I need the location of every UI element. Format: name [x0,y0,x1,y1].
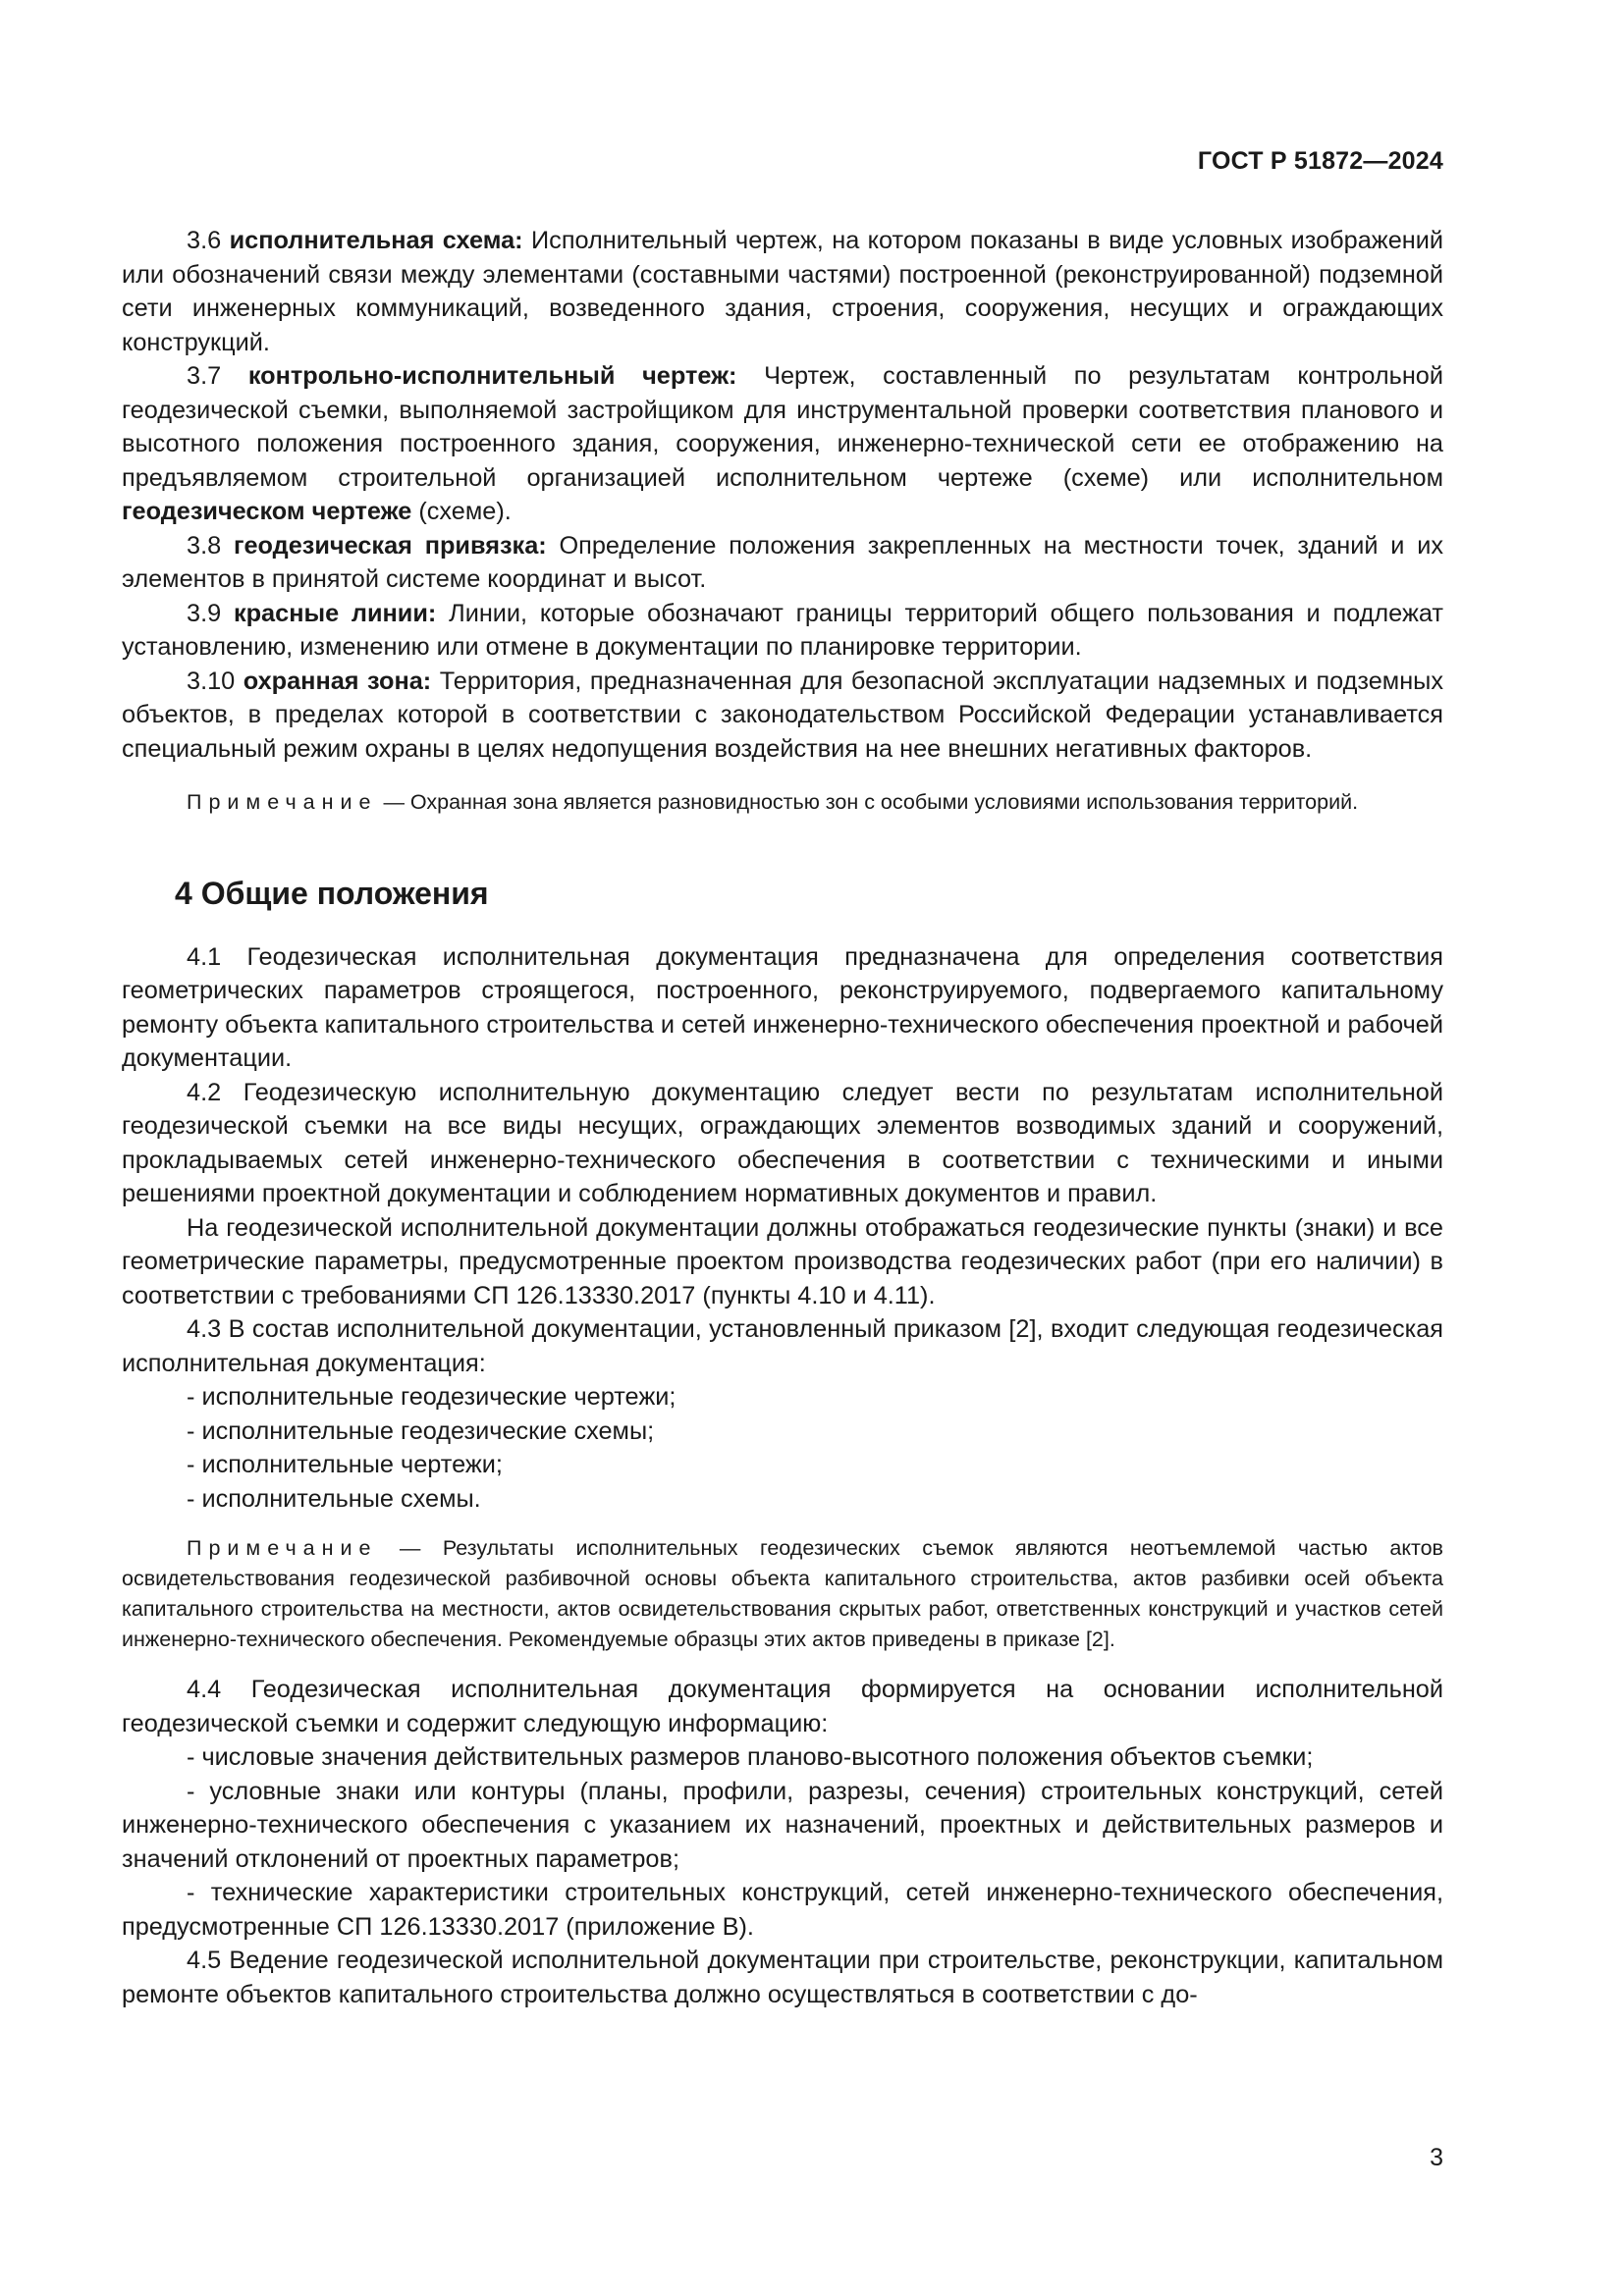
term: красные линии: [233,599,437,627]
list-item: - исполнительные геодезические схемы; [187,1416,655,1445]
note-text: — Охранная зона является разновидностью зон с особыми условиями использования территорий. [383,790,1359,814]
definition: Территория, предназначенная для безопасной эксплуатации надземных и подземных объектов, в пределах которой в соответствии с законодательством Российской Федерации устанавливается специальный режим охраны в целях недопущения воздействия на нее внешних негативных факторов. [122,667,1444,763]
term: охранная зона: [243,667,432,695]
clause-3-10 [122,665,1443,767]
clause-number: 3.6 [187,227,222,254]
clause-number: 3.10 [187,667,236,695]
clause-number: 3.9 [187,599,222,627]
list-item: - условные знаки или контуры (планы, профили, разрезы, сечения) строительных конструкций, сетей инженерно-технического обеспечения с указанием их назначений, проектных и действительных размеров и значений отклонений от проектных параметров; [122,1777,1443,1873]
clause-4-4: 4.4 Геодезическая исполнительная документация формируется на основании исполнительной геодезической съемки и содержит следующую информацию: [122,1676,1443,1737]
term: геодезическая привязка: [233,531,547,560]
clause-3-6 [122,224,1443,359]
note-label: Примечание [187,790,378,814]
list-item: - исполнительные чертежи; [187,1451,503,1478]
document-header: ГОСТ Р 51872—2024 [1197,147,1443,175]
section-title: 4 Общие положения [175,876,489,911]
clause-4-3: 4.3 В состав исполнительной документации, установленный приказом [2], входит следующая геодезическая исполнительная документация: [122,1315,1443,1377]
list-item: - исполнительные схемы. [187,1484,481,1513]
note-results [122,1533,1443,1655]
definition: Линии, которые обозначают границы территорий общего пользования и подлежат установлению, изменению или отмене в документации по планировке территории. [122,599,1443,661]
clause-number: 3.7 [187,362,222,390]
clause-4-5: 4.5 Ведение геодезической исполнительной документации при строительстве, реконструкции, капитальном ремонте объектов капитального строительства должно осуществляться в соответствии с до- [122,1947,1443,2008]
list-item: - исполнительные геодезические чертежи; [187,1383,677,1411]
definition: Чертеж, составленный по результатам контрольной геодезической съемки, выполняемой застройщиком для инструментальной проверки соответствия планового и высотного положения построенного здания, сооружения, инженерно-технической сети ее отображению на предъявляемом строительной организацией исполнительном чертеже (схеме) или исполнительном [122,362,1444,492]
clause-4-2-continued: На геодезической исполнительной документации должны отображаться геодезические пункты (знаки) и все геометрические параметры, предусмотренные проектом производства геодезических работ (при его наличии) в соответствии с требованиями СП 126.13330.2017 (пункты 4.10 и 4.11). [122,1213,1443,1309]
term: геодезическом чертеже [122,498,412,525]
page-number: 3 [1430,2144,1443,2171]
page-content [122,224,1443,2011]
note-security-zone [122,787,1443,818]
clause-3-9 [122,597,1443,665]
note-text: — Результаты исполнительных геодезических съемок являются неотъемлемой частью актов освидетельствования геодезической разбивочной основы объекта капитального строительства, актов разбивки осей объекта капитального строительства на местности, актов освидетельствования скрытых работ, ответственных конструкций и участков сетей инженерно-технического обеспечения. Рекомендуемые образцы этих актов приведены в приказе [2]. [122,1536,1443,1651]
clause-4-2: 4.2 Геодезическую исполнительную документацию следует вести по результатам исполнительной геодезической съемки на все виды несущих, ограждающих элементов возводимых зданий и сооружений, прокладываемых сетей инженерно-технического обеспечения в соответствии с техническими и иными решениями проектной документации и соблюдением нормативных документов и правил. [122,1078,1443,1207]
definition-end: (схеме). [418,498,512,525]
clause-number: 3.8 [187,531,222,560]
definition: Исполнительный чертеж, на котором показаны в виде условных изображений или обозначений связи между элементами (составными частями) построенной (реконструированной) подземной сети инженерных коммуникаций, возведенного здания, строения, сооружения, несущих и ограждающих конструкций. [122,227,1443,356]
note-label: Примечание [187,1536,378,1560]
term: исполнительная схема: [229,227,523,254]
clause-3-8 [122,529,1443,597]
list-item: - числовые значения действительных размеров планово-высотного положения объектов съемки; [187,1743,1314,1771]
definition: Определение положения закрепленных на местности точек, зданий и их элементов в принятой системе координат и высот. [122,531,1443,593]
list-item: - технические характеристики строительных конструкций, сетей инженерно-технического обеспечения, предусмотренные СП 126.13330.2017 (приложение В). [122,1879,1443,1941]
clause-3-7 [122,359,1443,529]
clause-4-1: 4.1 Геодезическая исполнительная документация предназначена для определения соответствия геометрических параметров строящегося, построенного, реконструируемого, подвергаемого капитальному ремонту объекта капитального строительства и сетей инженерно-технического обеспечения проектной и рабочей документации. [122,942,1443,1072]
term: контрольно-исполнительный чертеж: [247,362,737,390]
